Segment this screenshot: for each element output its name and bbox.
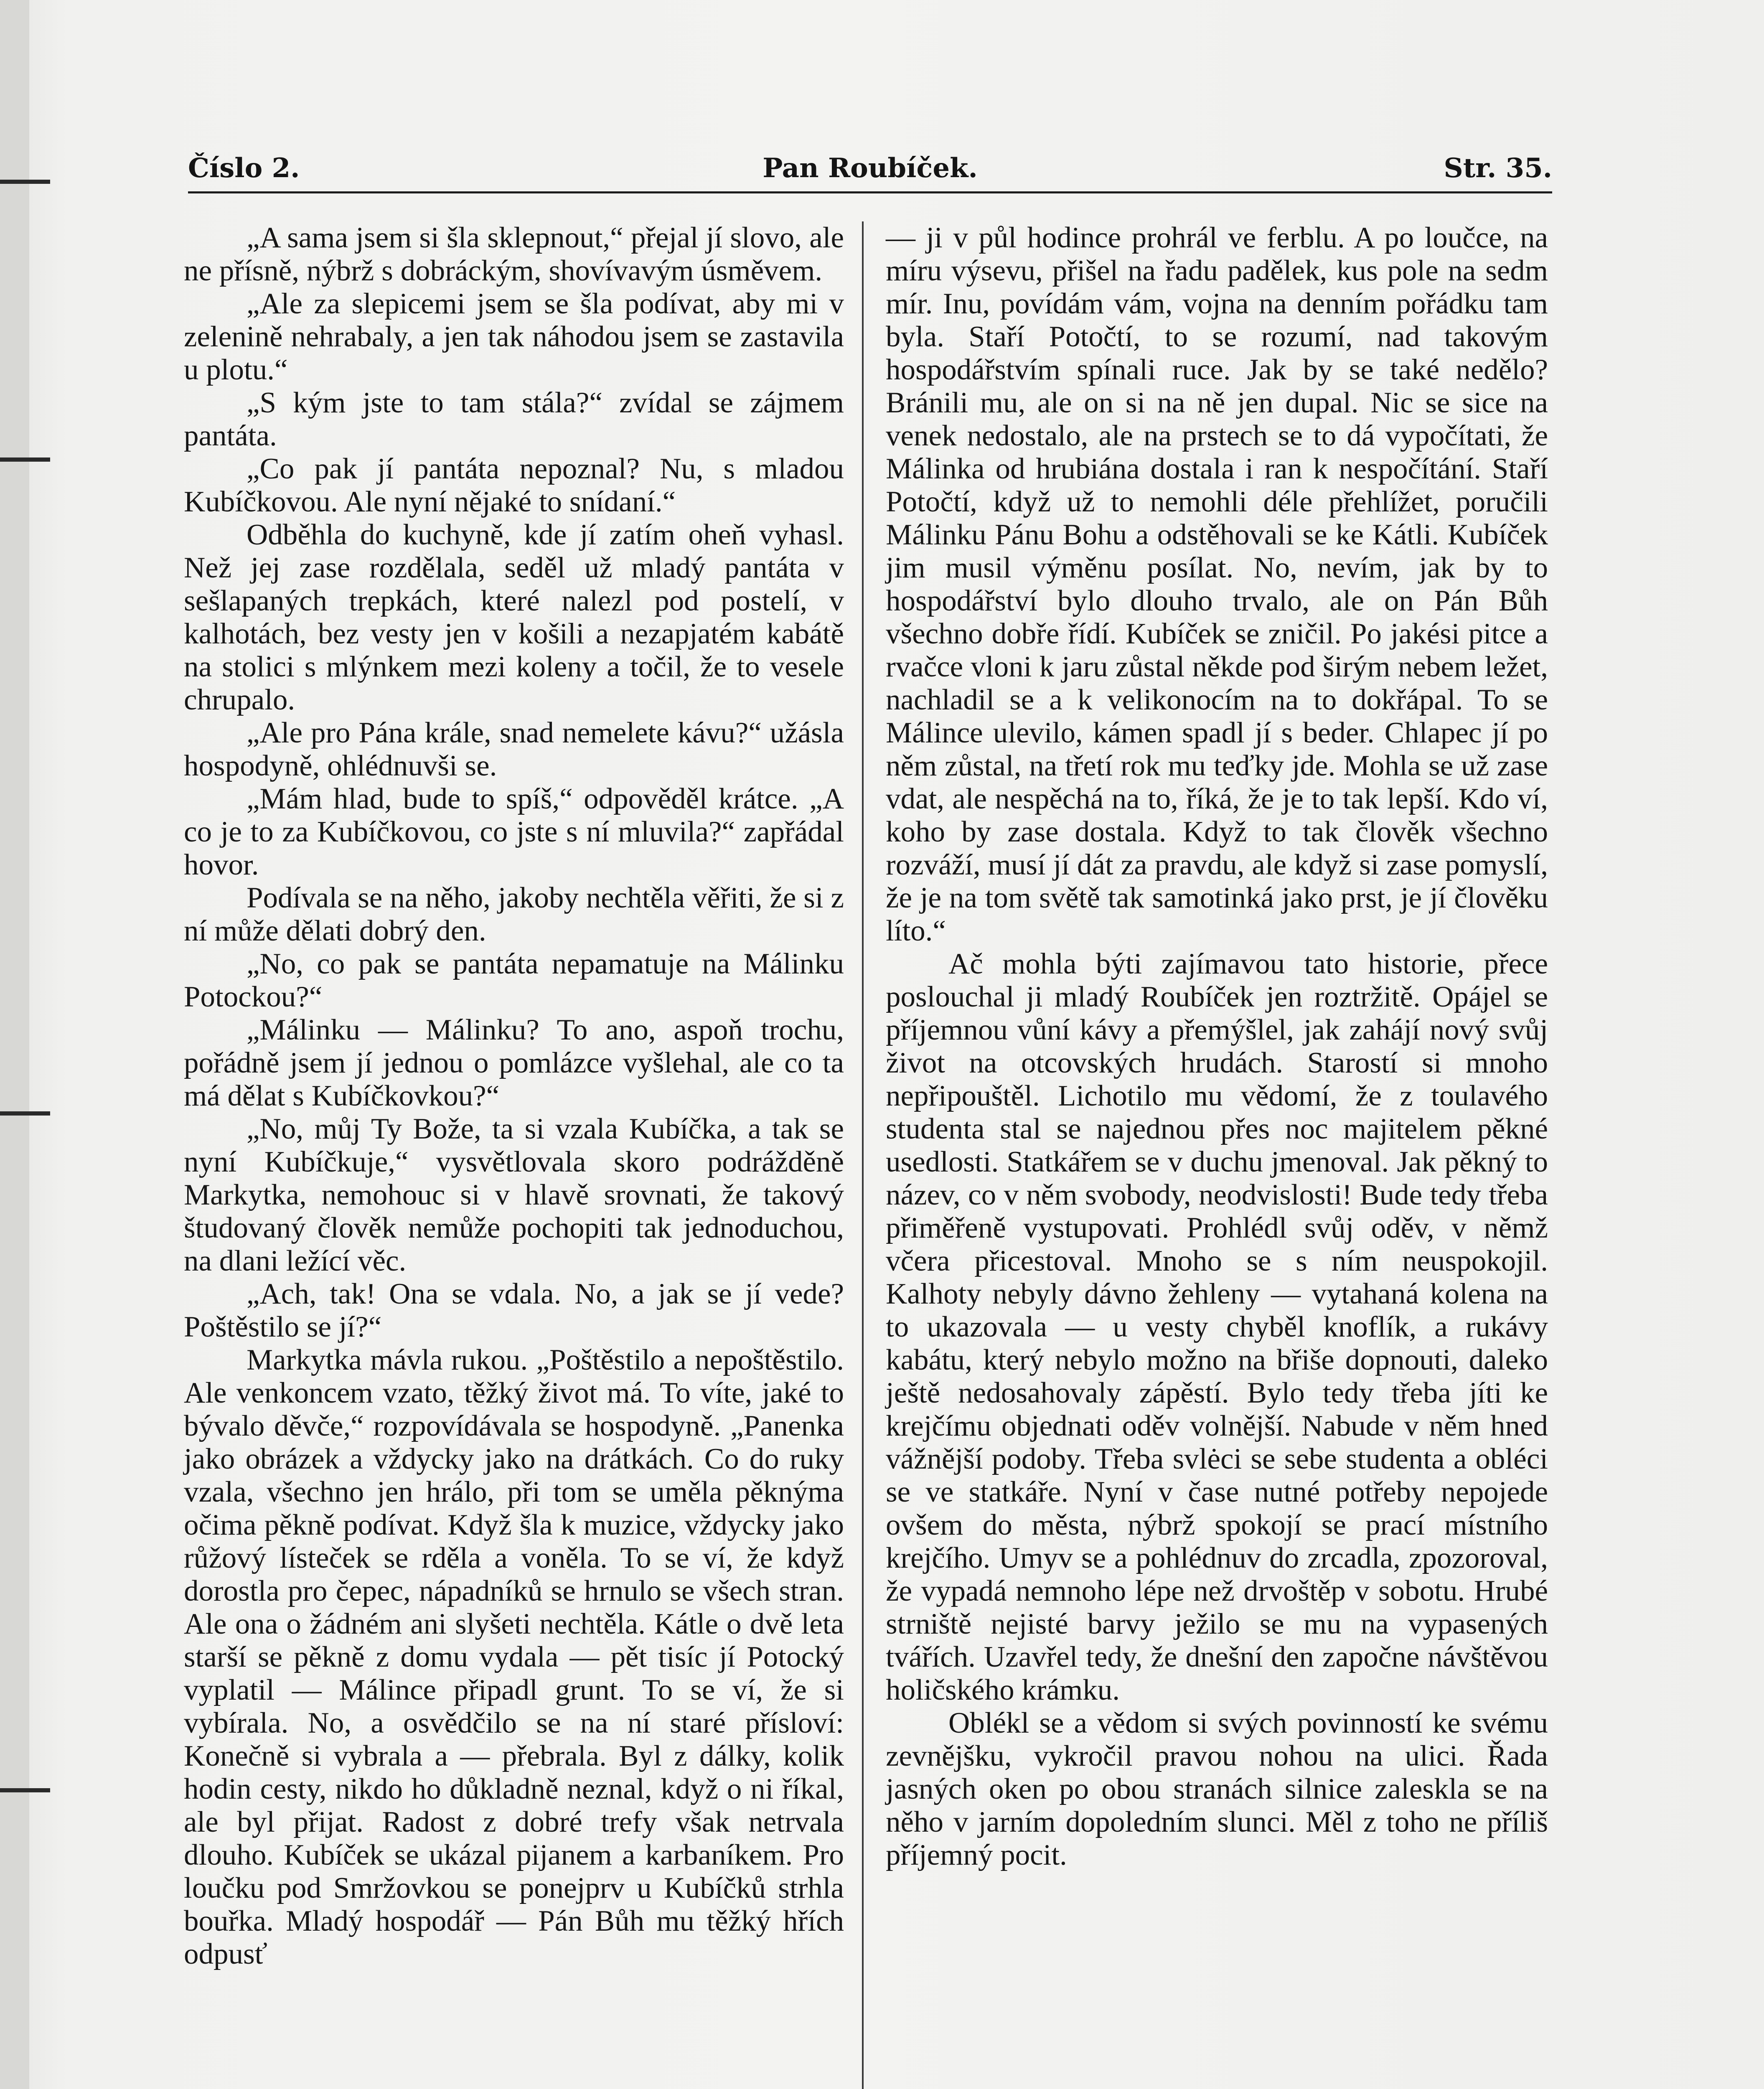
paragraph: „Málinku — Málinku? To ano, aspoň trochu, pořádně jsem jí jednou o pomlázce vyšlehal, ale co ta má dělat s Kubíčkovkou?“ (184, 1014, 844, 1112)
page-number: Str. 35. (1444, 152, 1552, 184)
paragraph: „Co pak jí pantáta nepoznal? Nu, s mladou Kubíčkovou. Ale nyní nějaké to snídaní.“ (184, 452, 844, 518)
right-column (886, 221, 1548, 1872)
binding-mark (0, 457, 50, 462)
binding-mark (0, 1788, 50, 1792)
running-header (188, 152, 1552, 194)
issue-number: Číslo 2. (188, 152, 300, 184)
paragraph: Podívala se na něho, jakoby nechtěla věřiti, že si z ní může dělati dobrý den. (184, 882, 844, 947)
binding-edge (0, 0, 29, 2089)
header-rule (188, 191, 1552, 193)
paragraph: „Ale za slepicemi jsem se šla podívat, aby mi v zelenině nehrabaly, a jen tak náhodou jsem se zastavila u plotu.“ (184, 287, 844, 386)
column-divider (862, 221, 864, 2089)
left-column (184, 221, 844, 1971)
paragraph: „No, co pak se pantáta nepamatuje na Málinku Potockou?“ (184, 948, 844, 1013)
paragraph: Oblékl se a vědom si svých povinností ke svému zevnějšku, vykročil pravou nohou na ulici. Řada jasných oken po obou stranách silnice zaleskla se na něho v jarním dopoledním slunci. Měl z toho ne příliš příjemný pocit. (886, 1707, 1548, 1871)
binding-mark (0, 180, 50, 184)
paragraph: „A sama jsem si šla sklepnout,“ přejal jí slovo, ale ne přísně, nýbrž s dobráckým, shovívavým úsměvem. (184, 221, 844, 287)
paragraph: Odběhla do kuchyně, kde jí zatím oheň vyhasl. Než jej zase rozdělala, seděl už mladý pantáta v sešlapaných trepkách, které nalezl pod postelí, v kalhotách, bez vesty jen v košili a nezapjatém kabátě na stolici s mlýnkem mezi koleny a točil, že to vesele chrupalo. (184, 518, 844, 716)
paragraph: Ač mohla býti zajímavou tato historie, přece poslouchal ji mladý Roubíček jen roztržitě. Opájel se příjemnou vůní kávy a přemýšlel, jak zahájí nový svůj život na otcovských hrudách. Starostí si mnoho nepřipouštěl. Lichotilo mu vědomí, že z toulavého studenta stal se najednou přes noc majitelem pěkné usedlosti. Statkářem se v duchu jmenoval. Jak pěkný to název, co v něm svobody, neodvislosti! Bude tedy třeba přiměřeně vystupovati. Prohlédl svůj oděv, v němž včera přicestoval. Mnoho se s ním neuspokojil. Kalhoty nebyly dávno žehleny — vytahaná kolena na to ukazovala — u vesty chyběl knoflík, a rukávy kabátu, který nebylo možno na břiše dopnouti, daleko ještě nedosahovaly zápěstí. Bylo tedy třeba jíti ke krejčímu objednati oděv volnější. Nabude v něm hned vážnější podoby. Třeba svlėci se sebe studenta a obléci se ve statkáře. Nyní v čase nutné potřeby nepojede ovšem do města, nýbrž spokojí se prací místního krejčího. Umyv se a pohlédnuv do zrcadla, zpozoroval, že vypadá nemnoho lépe než drvoštěp v sobotu. Hrubé strniště nejisté barvy ježilo se mu na vypasených tvářích. Uzavřel tedy, že dnešní den započne návštěvou holičského krámku. (886, 948, 1548, 1706)
running-title: Pan Roubíček. (763, 152, 978, 184)
paragraph: „Ach, tak! Ona se vdala. No, a jak se jí vede? Poštěstilo se jí?“ (184, 1278, 844, 1343)
paragraph: Markytka mávla rukou. „Poštěstilo a nepoštěstilo. Ale venkoncem vzato, těžký život má. To víte, jaké to bývalo děvče,“ rozpovídávala se hospodyně. „Panenka jako obrázek a vždycky jako na drátkách. Co do ruky vzala, všechno jen hrálo, při tom se uměla pěknýma očima pěkně podívat. Když šla k muzice, vždycky jako růžový lísteček se rděla a voněla. To se ví, že když dorostla pro čepec, nápadníků se hrnulo se všech stran. Ale ona o žádném ani slyšeti nechtěla. Kátle o dvě leta starší se pěkně z domu vydala — pět tisíc jí Potocký vyplatil — Málince připadl grunt. To se ví, že si vybírala. No, a osvědčilo se na ní staré přísloví: Konečně si vybrala a — přebrala. Byl z dálky, kolik hodin cesty, nikdo ho důkladně neznal, když o ni říkal, ale byl přijat. Radost z dobré trefy však netrvala dlouho. Kubíček se ukázal pijanem a karbaníkem. Pro loučku pod Smržovkou se ponejprv u Kubíčků strhla bouřka. Mladý hospodář — Pán Bůh mu těžký hřích odpusť (184, 1344, 844, 1970)
binding-mark (0, 1111, 50, 1116)
paragraph: — ji v půl hodince prohrál ve ferblu. A po loučce, na míru výsevu, přišel na řadu padělek, kus pole na sedm mír. Inu, povídám vám, vojna na denním pořádku tam byla. Staří Potočtí, to se rozumí, nad takovým hospodářstvím spínali ruce. Jak by se také nedělo? Bránili mu, ale on si na ně jen dupal. Nic se sice na venek nedostalo, ale na prstech se to dá vypočítati, že Málinka od hrubiána dostala i ran k nespočítání. Staří Potočtí, když už to nemohli déle přehlížet, poručili Málinku Pánu Bohu a odstěhovali se ke Kátli. Kubíček jim musil výměnu posílat. No, nevím, jak by to hospodářství bylo dlouho trvalo, ale on Pán Bůh všechno dobře řídí. Kubíček se zničil. Po jakési pitce a rvačce vloni k jaru zůstal někde pod širým nebem ležet, nachladil se a k velikonocím na to dokřápal. To se Málince ulevilo, kámen spadl jí s beder. Chlapec jí po něm zůstal, na třetí rok mu teďky jde. Mohla se už zase vdat, ale nespěchá na to, říká, že je to tak lepší. Kdo ví, koho by zase dostala. Když to tak člověk všechno rozváží, musí jí dát za pravdu, ale když si zase pomyslí, že je na tom světě tak samotinká jako prst, je jí člověku líto.“ (886, 221, 1548, 947)
paragraph: „S kým jste to tam stála?“ zvídal se zájmem pantáta. (184, 386, 844, 452)
paragraph: „Mám hlad, bude to spíš,“ odpověděl krátce. „A co je to za Kubíčkovou, co jste s ní mluvila?“ zapřádal hovor. (184, 783, 844, 881)
paragraph: „No, můj Ty Bože, ta si vzala Kubíčka, a tak se nyní Kubíčkuje,“ vysvětlovala skoro podrážděně Markytka, nemohouc si v hlavě srovnati, že takový študovaný člověk nemůže pochopiti tak jednoduchou, na dlani ležící věc. (184, 1113, 844, 1277)
paragraph: „Ale pro Pána krále, snad nemelete kávu?“ užásla hospodyně, ohlédnuvši se. (184, 717, 844, 782)
